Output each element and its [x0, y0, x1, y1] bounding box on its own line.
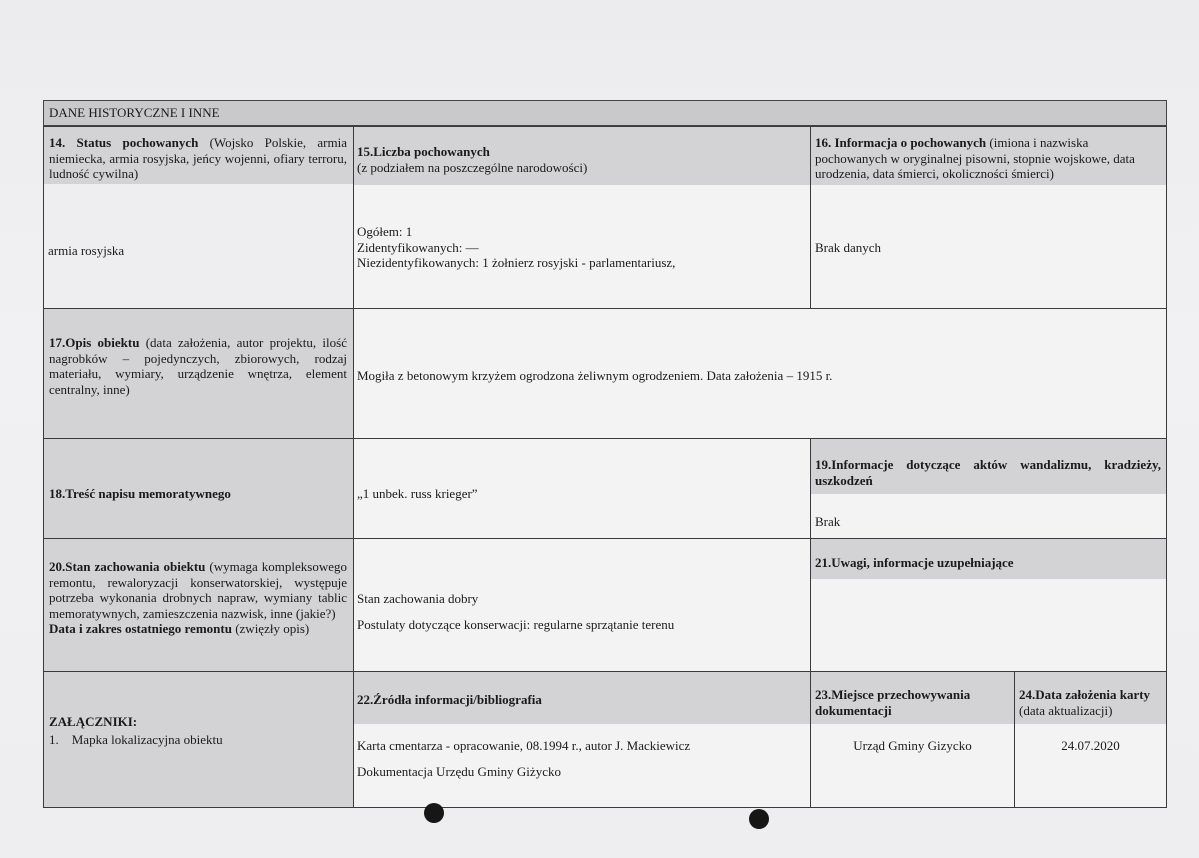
- field-14-label: 14. Status pochowanych (Wojsko Polskie, armia niemiecka, armia rosyjska, jeńcy wojenni, ofiary terroru, ludność cywilna): [49, 135, 347, 181]
- attachments-item: 1. Mapka lokalizacyjna obiektu: [49, 732, 223, 747]
- cell-18-value: [353, 438, 811, 539]
- cell-15: [353, 126, 811, 309]
- attachments-label: ZAŁĄCZNIKI:: [49, 714, 138, 729]
- field-20-value-2: Postulaty dotyczące konserwacji: regularne sprzątanie terenu: [357, 617, 675, 632]
- field-23-value: Urząd Gminy Gizycko: [853, 738, 972, 753]
- field-17-value: Mogiła z betonowym krzyżem ogrodzona żeliwnym ogrodzeniem. Data założenia – 1915 r.: [357, 368, 833, 383]
- field-22-value-1: Karta cmentarza - opracowanie, 08.1994 r., autor J. Mackiewicz: [357, 738, 691, 753]
- field-22-label: 22.Źródła informacji/bibliografia: [357, 692, 542, 707]
- field-16-label: 16. Informacja o pochowanych (imiona i nazwiska pochowanych w oryginalnej pisowni, stopnie wojskowe, data urodzenia, data śmierci, okoliczności śmierci): [815, 135, 1135, 181]
- punch-hole-right: [749, 809, 769, 829]
- field-20-value-1: Stan zachowania dobry: [357, 591, 479, 606]
- cell-17-value: [353, 308, 1167, 439]
- field-24-label: 24.Data założenia karty (data aktualizacji): [1019, 687, 1151, 718]
- cell-attachments: [43, 671, 354, 808]
- field-18-value: „1 unbek. russ krieger”: [357, 486, 478, 501]
- cell-19: [810, 438, 1167, 539]
- field-21-label: 21.Uwagi, informacje uzupełniające: [815, 555, 1014, 570]
- cell-24: [1014, 671, 1167, 808]
- field-23-label: 23.Miejsce przechowywania dokumentacji: [815, 687, 971, 718]
- cell-17-label: [43, 308, 354, 439]
- cell-18-label: [43, 438, 354, 539]
- cell-22: [353, 671, 811, 808]
- field-16-value: Brak danych: [815, 240, 882, 255]
- field-18-label: 18.Treść napisu memoratywnego: [49, 486, 231, 501]
- field-15-value: Ogółem: 1 Zidentyfikowanych: — Niezidentyfikowanych: 1 żołnierz rosyjski - parlamentariusz,: [357, 224, 676, 270]
- cell-20-label: [43, 538, 354, 672]
- section-title: DANE HISTORYCZNE I INNE: [49, 105, 220, 120]
- field-15-label: 15.Liczba pochowanych (z podziałem na poszczególne narodowości): [357, 144, 588, 175]
- field-22-value-2: Dokumentacja Urzędu Gminy Giżycko: [357, 764, 561, 779]
- field-20-label: 20.Stan zachowania obiektu (wymaga kompleksowego remontu, rewaloryzacji konserwatorskiej, występuje potrzeba wykonania drobnych napraw, wymiany tablic memoratywnych, zamieszczenia nazwisk, inne (jakie?) Data i zakres ostatniego remontu (zwięzły opis): [49, 559, 347, 636]
- cell-21: [810, 538, 1167, 672]
- cell-16: [810, 126, 1167, 309]
- field-14-value-text: armia rosyjska: [48, 243, 125, 258]
- section-header: [43, 100, 1167, 126]
- cell-20-value: [353, 538, 811, 672]
- field-19-value: Brak: [815, 514, 841, 529]
- punch-hole-left: [424, 803, 444, 823]
- cell-23: [810, 671, 1015, 808]
- field-17-label: 17.Opis obiektu (data założenia, autor projektu, ilość nagrobków – pojedynczych, zbiorowych, rodzaj materiału, wymiary, urządzenie wnętrza, element centralny, inne): [49, 335, 347, 397]
- field-24-value: 24.07.2020: [1061, 738, 1120, 753]
- field-19-label: 19.Informacje dotyczące aktów wandalizmu, kradzieży, uszkodzeń: [815, 457, 1161, 488]
